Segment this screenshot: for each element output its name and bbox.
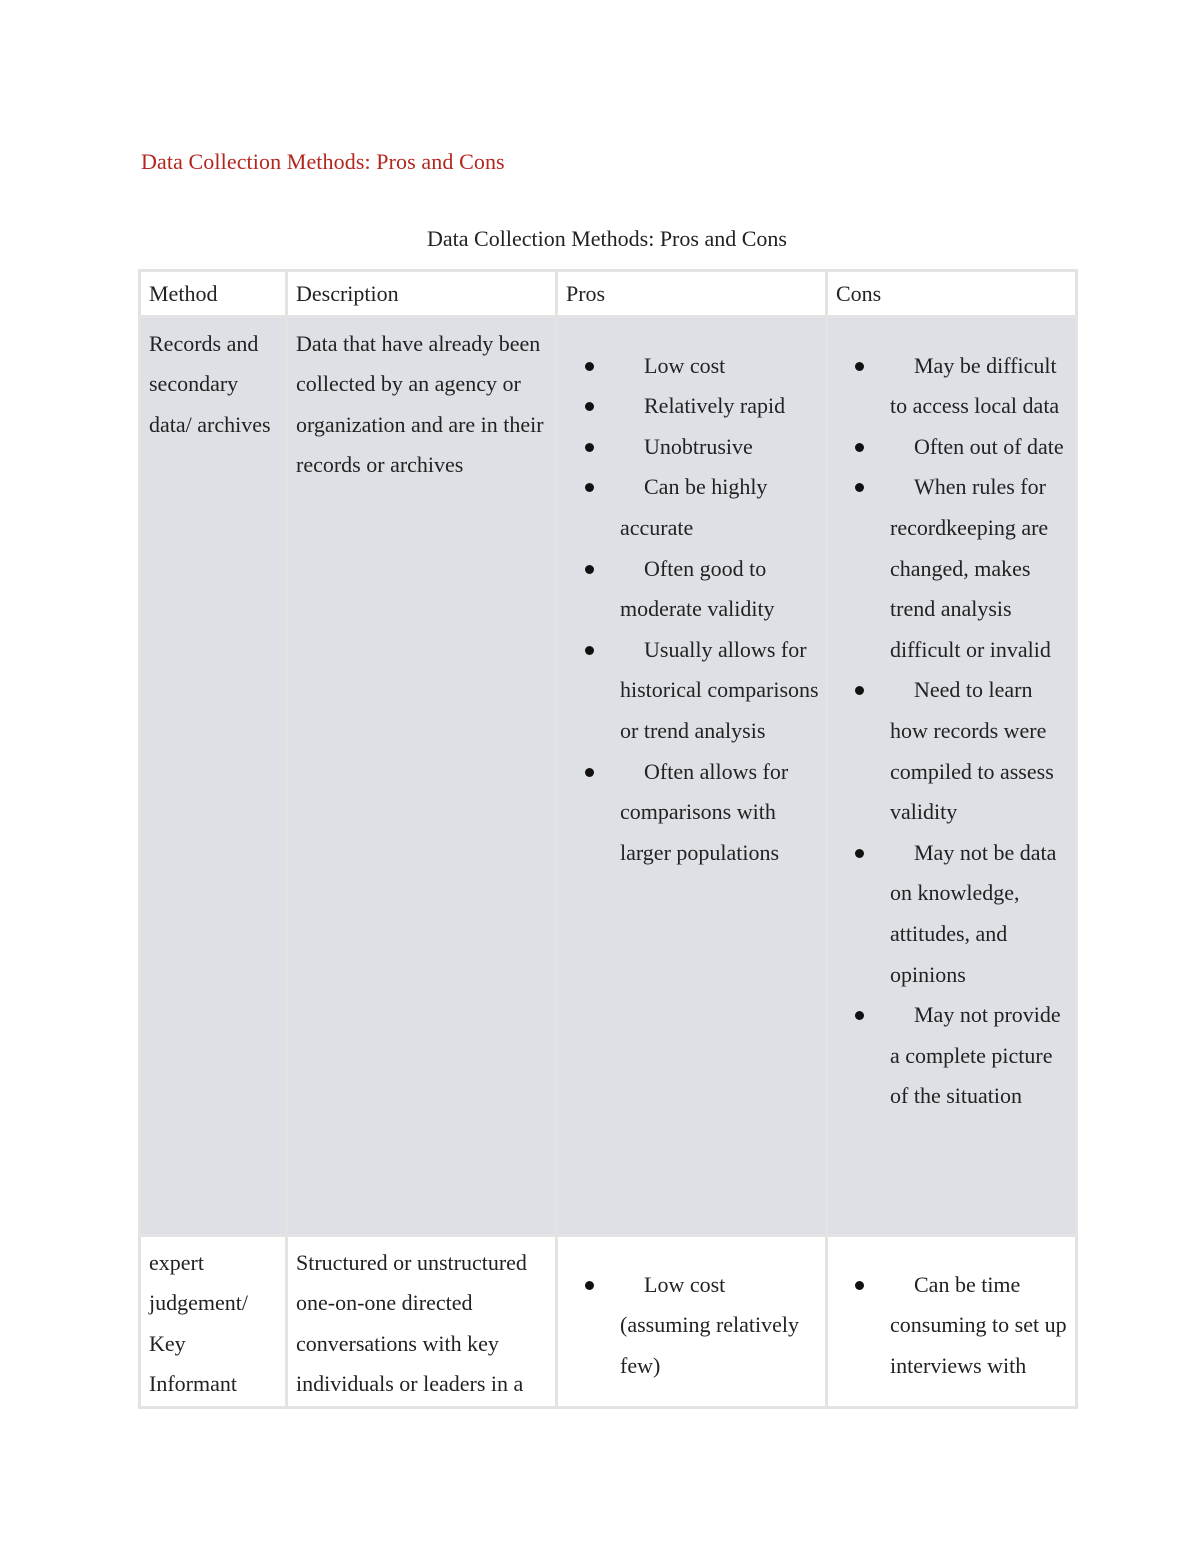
list-item: Low cost [620, 346, 819, 387]
bullet-icon [585, 443, 594, 452]
table-header-row [140, 271, 1077, 317]
bullet-icon [855, 362, 864, 371]
list-item: May be difficult to access local data [890, 346, 1069, 427]
bullet-icon [855, 483, 864, 492]
bullet-icon [585, 362, 594, 371]
list-item: Often out of date [890, 427, 1069, 468]
header-cons: Cons [827, 271, 1077, 317]
method-cell: Records and secondary data/ archives [140, 316, 287, 1235]
list-item: When rules for recordkeeping are changed, makes trend analysis difficult or invalid [890, 467, 1069, 670]
header-description: Description [287, 271, 557, 317]
list-item: Can be highly accurate [620, 467, 819, 548]
table-row [140, 316, 1077, 1235]
table-caption: Data Collection Methods: Pros and Cons [427, 226, 787, 251]
list-item: Relatively rapid [620, 386, 819, 427]
list-item: Unobtrusive [620, 427, 819, 468]
bullet-icon [855, 686, 864, 695]
pros-cell [557, 316, 827, 1235]
bullet-icon [585, 1281, 594, 1290]
pros-list [566, 346, 819, 874]
table-row [140, 1235, 1077, 1407]
bullet-icon [855, 849, 864, 858]
list-item: Often good to moderate validity [620, 549, 819, 630]
list-item: May not be data on knowledge, attitudes, and opinions [890, 833, 1069, 995]
cons-list [836, 346, 1069, 1117]
bullet-icon [855, 443, 864, 452]
pros-cell [557, 1235, 827, 1407]
bullet-icon [855, 1281, 864, 1290]
list-item: Usually allows for historical comparisons or trend analysis [620, 630, 819, 752]
cons-list [836, 1265, 1069, 1387]
list-item: Often allows for comparisons with larger populations [620, 752, 819, 874]
list-item: May not provide a complete picture of the situation [890, 995, 1069, 1117]
method-cell: expert judgement/ Key Informant [140, 1235, 287, 1407]
bullet-icon [585, 768, 594, 777]
list-item: Can be time consuming to set up interviews with [890, 1265, 1069, 1387]
header-pros: Pros [557, 271, 827, 317]
header-method: Method [140, 271, 287, 317]
bullet-icon [855, 1011, 864, 1020]
bullet-icon [585, 565, 594, 574]
bullet-icon [585, 646, 594, 655]
list-item: Need to learn how records were compiled to assess validity [890, 670, 1069, 832]
description-cell: Data that have already been collected by an agency or organization and are in their records or archives [287, 316, 557, 1235]
bullet-icon [585, 483, 594, 492]
data-collection-table [138, 269, 1078, 1409]
description-cell: Structured or unstructured one-on-one directed conversations with key individuals or leaders in a [287, 1235, 557, 1407]
list-item: Low cost (assuming relatively few) [620, 1265, 819, 1387]
pros-list [566, 1265, 819, 1387]
document-heading: Data Collection Methods: Pros and Cons [141, 149, 505, 174]
cons-cell [827, 1235, 1077, 1407]
bullet-icon [585, 402, 594, 411]
cons-cell [827, 316, 1077, 1235]
